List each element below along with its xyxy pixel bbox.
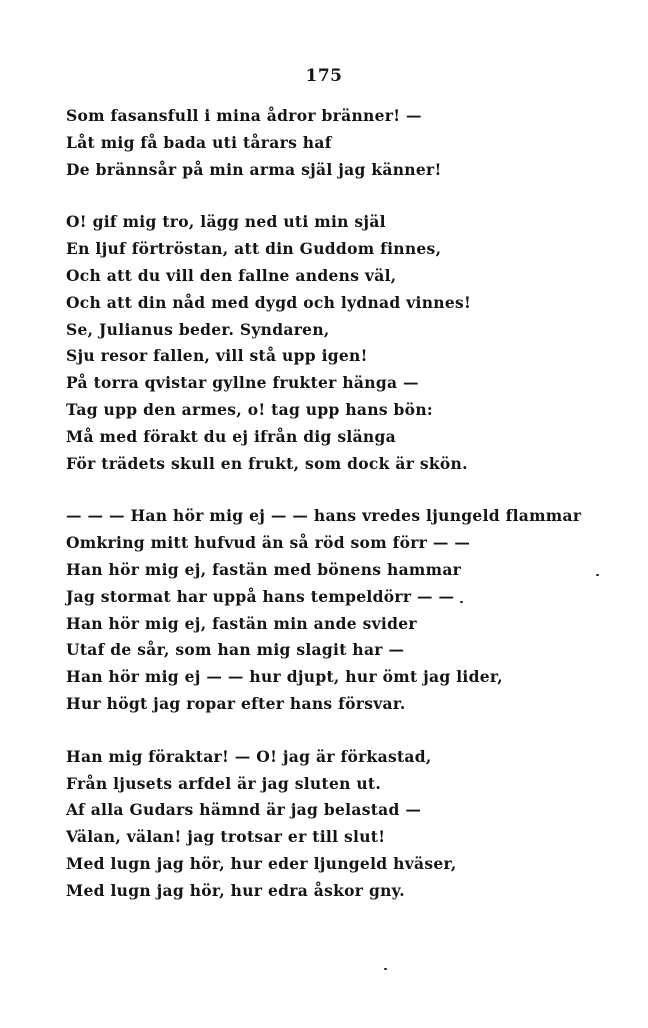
poem-line: Som fasansfull i mina ådror bränner! — (66, 106, 422, 125)
print-speck (384, 968, 387, 970)
poem-line: Han hör mig ej, fastän min ande svider (66, 613, 417, 633)
print-speck (460, 601, 463, 603)
poem-line: Hur högt jag ropar efter hans försvar. (66, 693, 406, 713)
poem-line: Han hör mig ej, fastän med bönens hammar (66, 559, 462, 579)
poem-line: Låt mig få bada uti tårars haf (66, 132, 332, 152)
poem-line: Från ljusets arfdel är jag sluten ut. (66, 773, 382, 793)
poem-line: Omkring mitt hufvud än så röd som förr — — (66, 533, 471, 553)
poem-line: Se, Julianus beder. Syndaren, (66, 319, 330, 339)
poem-line: Af alla Gudars hämnd är jag belastad — (66, 800, 422, 820)
poem-line: På torra qvistar gyllne frukter hänga — (66, 373, 419, 393)
poem-line: Välan, välan! jag trotsar er till slut! (66, 827, 386, 847)
poem-line: De brännsår på min arma själ jag känner! (66, 159, 442, 179)
poem-line: — — — Han hör mig ej — — hans vredes ljungeld flammar (66, 506, 582, 526)
poem-line: Jag stormat har uppå hans tempeldörr — — (66, 586, 455, 606)
poem-line: Sju resor fallen, vill stå upp igen! (66, 346, 368, 366)
poem-line: Tag upp den armes, o! tag upp hans bön: (66, 399, 433, 419)
poem-line: Med lugn jag hör, hur eder ljungeld hväser, (66, 853, 457, 873)
stanza-4 (66, 744, 626, 905)
poem-line: Han hör mig ej — — hur djupt, hur ömt jag lider, (66, 667, 503, 687)
poem-line: Han mig föraktar! — O! jag är förkastad, (66, 746, 432, 766)
poem-line: Och att du vill den fallne andens väl, (66, 265, 397, 285)
page-number: 175 (305, 66, 343, 86)
poem-line: Och att din nåd med dygd och lydnad vinnes! (66, 292, 472, 312)
stanza-1 (66, 103, 626, 183)
poem-line: För trädets skull en frukt, som dock är skön. (66, 453, 468, 473)
stanza-2 (66, 209, 626, 477)
poem-line: Utaf de sår, som han mig slagit har — (66, 640, 405, 660)
stanza-3 (66, 503, 626, 717)
poem (66, 103, 626, 905)
poem-line: En ljuf förtröstan, att din Guddom finnes, (66, 239, 442, 259)
poem-line: Må med förakt du ej ifrån dig slänga (66, 426, 396, 446)
poem-line: Med lugn jag hör, hur edra åskor gny. (66, 880, 405, 900)
poem-line: O! gif mig tro, lägg ned uti min själ (66, 212, 386, 232)
print-speck (596, 574, 599, 576)
